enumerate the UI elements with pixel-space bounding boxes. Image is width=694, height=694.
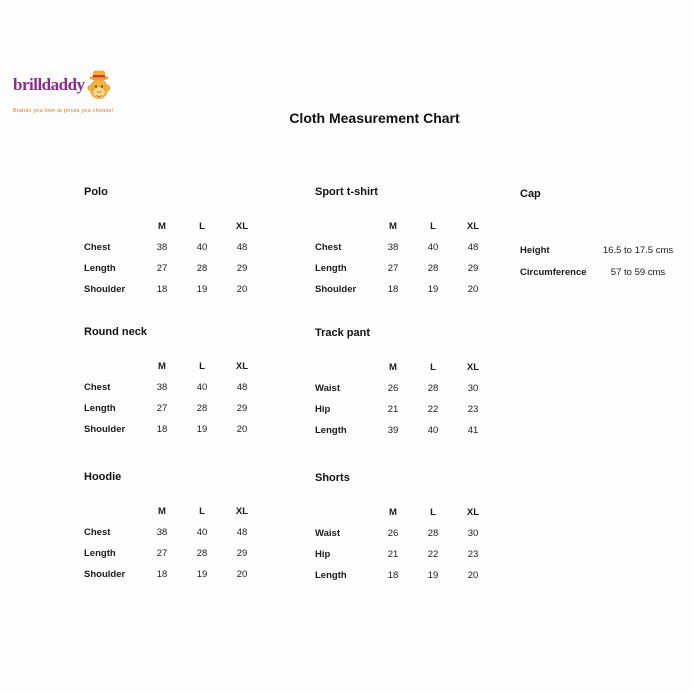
size-header-row — [84, 216, 262, 237]
table-row — [84, 543, 262, 564]
row-label: Hip — [315, 549, 331, 560]
cell-l: 40 — [196, 382, 208, 393]
brand-logo — [13, 71, 113, 114]
section-title-hoodie: Hoodie — [84, 471, 122, 483]
size-header-row — [315, 216, 493, 237]
cell-xl: 20 — [236, 569, 248, 580]
cell-xl: 30 — [467, 528, 479, 539]
cell-xl: 20 — [236, 424, 248, 435]
spacer-row — [520, 218, 680, 239]
cell-l: 19 — [196, 284, 208, 295]
empty-header-cell — [315, 502, 373, 523]
cap-size-table — [520, 218, 680, 283]
col-header-l: L — [430, 507, 436, 518]
cell-xl: 48 — [236, 242, 248, 253]
row-label: Hip — [315, 404, 331, 415]
table-row — [520, 261, 680, 283]
table-row — [315, 258, 493, 279]
cell-value: 16.5 to 17.5 cms — [602, 244, 674, 256]
cell-l: 28 — [196, 403, 208, 414]
row-label: Shoulder — [84, 424, 126, 435]
col-header-m: M — [389, 507, 397, 518]
cell-m: 27 — [156, 548, 168, 559]
cell-m: 21 — [387, 404, 399, 415]
cell-m: 38 — [156, 242, 168, 253]
track-pant-size-table — [315, 357, 493, 441]
cell-value: 57 to 59 cms — [610, 266, 666, 278]
section-title-shorts: Shorts — [315, 472, 350, 484]
cell-l: 19 — [427, 570, 439, 581]
row-label: Chest — [315, 242, 342, 253]
section-hoodie — [84, 470, 262, 585]
section-sport-tshirt — [315, 185, 493, 300]
section-track-pant — [315, 326, 493, 441]
col-header-m: M — [158, 506, 166, 517]
cell-l: 28 — [427, 263, 439, 274]
cell-l: 19 — [196, 569, 208, 580]
section-title-polo: Polo — [84, 186, 108, 198]
section-title-track-pant: Track pant — [315, 327, 371, 339]
cell-xl: 20 — [467, 570, 479, 581]
cell-xl: 20 — [467, 284, 479, 295]
cell-m: 26 — [387, 528, 399, 539]
cell-m: 38 — [387, 242, 399, 253]
row-label: Shoulder — [84, 569, 126, 580]
cell-m: 18 — [156, 569, 168, 580]
cell-l: 19 — [196, 424, 208, 435]
cell-xl: 48 — [236, 382, 248, 393]
cell-l: 40 — [427, 425, 439, 436]
section-title-cap: Cap — [520, 188, 541, 200]
cell-l: 22 — [427, 549, 439, 560]
empty-header-cell — [315, 216, 373, 237]
cell-xl: 30 — [467, 383, 479, 394]
row-label: Shoulder — [315, 284, 357, 295]
cell-l: 40 — [427, 242, 439, 253]
col-header-l: L — [199, 221, 205, 232]
table-row — [520, 239, 680, 261]
cell-m: 18 — [156, 424, 168, 435]
row-label: Circumference — [520, 266, 587, 278]
cell-l: 19 — [427, 284, 439, 295]
section-round-neck — [84, 325, 262, 440]
cell-xl: 20 — [236, 284, 248, 295]
empty-header-cell — [84, 356, 142, 377]
empty-header-cell — [84, 501, 142, 522]
empty-header-cell — [315, 357, 373, 378]
table-row — [315, 544, 493, 565]
brand-tagline: Brands you love at prices you choose! — [13, 108, 114, 114]
section-title-sport-tshirt: Sport t-shirt — [315, 186, 378, 198]
shorts-size-table — [315, 502, 493, 586]
table-row — [84, 258, 262, 279]
cell-l: 28 — [196, 548, 208, 559]
monkey-wearing-hat-icon — [87, 68, 111, 107]
table-row — [84, 237, 262, 258]
section-polo — [84, 185, 262, 300]
cell-l: 22 — [427, 404, 439, 415]
cell-xl: 29 — [236, 403, 248, 414]
cell-m: 18 — [387, 284, 399, 295]
cell-m: 18 — [156, 284, 168, 295]
cell-l: 40 — [196, 527, 208, 538]
size-header-row — [84, 501, 262, 522]
page-title: Cloth Measurement Chart — [289, 110, 460, 126]
cell-xl: 29 — [467, 263, 479, 274]
cell-xl: 23 — [467, 404, 479, 415]
table-row — [315, 378, 493, 399]
col-header-xl: XL — [235, 221, 249, 232]
cell-m: 39 — [387, 425, 399, 436]
cell-xl: 29 — [236, 263, 248, 274]
cell-xl: 41 — [467, 425, 479, 436]
sport-tshirt-size-table — [315, 216, 493, 300]
col-header-m: M — [158, 361, 166, 372]
cell-m: 26 — [387, 383, 399, 394]
row-label: Waist — [315, 528, 340, 539]
row-label: Length — [84, 403, 116, 414]
table-row — [84, 398, 262, 419]
row-label: Chest — [84, 382, 111, 393]
row-label: Shoulder — [84, 284, 126, 295]
empty-header-cell — [84, 216, 142, 237]
cell-m: 27 — [156, 403, 168, 414]
col-header-xl: XL — [235, 506, 249, 517]
cell-m: 27 — [156, 263, 168, 274]
section-cap — [520, 187, 680, 283]
size-header-row — [315, 357, 493, 378]
row-label: Length — [84, 548, 116, 559]
row-label: Length — [315, 263, 347, 274]
hoodie-size-table — [84, 501, 262, 585]
table-row — [315, 237, 493, 258]
table-row — [315, 565, 493, 586]
cell-xl: 48 — [236, 527, 248, 538]
row-label: Chest — [84, 242, 111, 253]
brand-name: brilldaddy — [13, 75, 85, 94]
table-row — [315, 420, 493, 441]
table-row — [315, 279, 493, 300]
cell-m: 38 — [156, 527, 168, 538]
cell-m: 18 — [387, 570, 399, 581]
row-label: Length — [84, 263, 116, 274]
cell-l: 28 — [427, 528, 439, 539]
table-row — [84, 279, 262, 300]
row-label: Waist — [315, 383, 340, 394]
col-header-xl: XL — [466, 221, 480, 232]
table-row — [84, 377, 262, 398]
col-header-l: L — [430, 221, 436, 232]
section-shorts — [315, 471, 493, 586]
table-row — [315, 523, 493, 544]
polo-size-table — [84, 216, 262, 300]
col-header-m: M — [158, 221, 166, 232]
cell-l: 28 — [196, 263, 208, 274]
col-header-xl: XL — [466, 362, 480, 373]
size-header-row — [315, 502, 493, 523]
cell-l: 40 — [196, 242, 208, 253]
table-row — [84, 564, 262, 585]
size-header-row — [84, 356, 262, 377]
row-label: Height — [520, 244, 550, 256]
table-row — [315, 399, 493, 420]
cell-xl: 29 — [236, 548, 248, 559]
section-title-round-neck: Round neck — [84, 326, 147, 338]
col-header-xl: XL — [466, 507, 480, 518]
col-header-xl: XL — [235, 361, 249, 372]
col-header-m: M — [389, 362, 397, 373]
round-neck-size-table — [84, 356, 262, 440]
row-label: Length — [315, 570, 347, 581]
col-header-m: M — [389, 221, 397, 232]
col-header-l: L — [199, 361, 205, 372]
col-header-l: L — [430, 362, 436, 373]
cell-m: 38 — [156, 382, 168, 393]
table-row — [84, 522, 262, 543]
col-header-l: L — [199, 506, 205, 517]
row-label: Chest — [84, 527, 111, 538]
row-label: Length — [315, 425, 347, 436]
cell-m: 27 — [387, 263, 399, 274]
table-row — [84, 419, 262, 440]
cell-xl: 23 — [467, 549, 479, 560]
cell-xl: 48 — [467, 242, 479, 253]
cell-l: 28 — [427, 383, 439, 394]
cell-m: 21 — [387, 549, 399, 560]
